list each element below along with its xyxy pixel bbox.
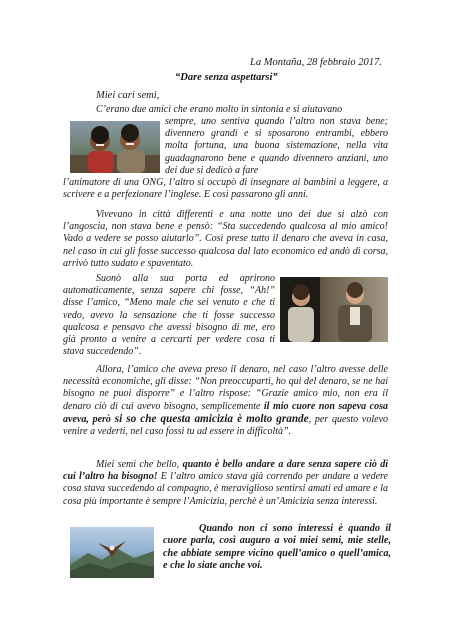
paragraph-2: Vivevano in città differenti e una notte uno dei due si alzò con l’angoscia, non stava bene e pensò: “Sta succedendo qualcosa al mio amico! Vado a vedere se posso aiutarlo”. Così prese tutto il denaro che aveva in casa, nel caso in cui gli fosse successo qualcosa dal lato economico ed andò di corsa, arrivò tutto sudato e spaventato.: [63, 209, 388, 269]
paragraph-4-bold: il mio cuore non sapeva cosa aveva, però: [63, 400, 388, 425]
paragraph-4: [63, 364, 388, 438]
paragraph-3: Suonò alla sua porta ed aprirono automaticamente, senza sapere chi fosse, “Ah!” disse l’amico, “Meno male che sei venuto e che ti vedo, avevo la sensazione che ti fosse successo qualcosa e pensavo che avessi bisogno di me, ero già pronto a venire a cercarti per vedere cosa ti stava succedendo”.: [63, 273, 275, 358]
paragraph-1-rest: l’animatore di una ONG, l’altro si occupò di insegnare ai bambini a leggere, a scrivere e a perfezionare l’inglese. E così passarono gli anni.: [63, 177, 388, 201]
greeting: Miei cari semi,: [96, 90, 160, 101]
paragraph-4-emphasis: si so che questa amicizia è molto grande: [114, 412, 309, 425]
paragraph-5: [63, 459, 388, 508]
photo-two-boys: [70, 121, 160, 173]
paragraph-1-first-line: C’erano due amici che erano molto in sintonia e si aiutavano: [96, 104, 343, 115]
paragraph-4-text-b: , per questo volevo venire a vederti, nel caso fossi tu ad essere in difficoltà”.: [63, 413, 389, 438]
letter-title: “Dare senza aspettarsi”: [175, 72, 278, 83]
paragraph-1-wrap: sempre, uno sentiva quando l’altro non stava bene; divennero grandi e si sposarono entrambi, ebbero molta fortuna, una buona sistemazione, nella vita guadagnarono bene e quando divennero anziani, uno dei due si dedicò a fare: [165, 116, 388, 176]
closing-paragraph: Quando non ci sono interessi è quando il cuore parla, così auguro a voi miei semi, mie stelle, che abbiate sempre vicino quell’amico o quell’amica, e che lo siate anche voi.: [163, 523, 391, 572]
paragraph-4-text-a: Allora, l’amico che aveva preso il denaro, nel caso l’altro avesse delle necessità economiche, gli disse: “Non preoccuparti, ho qui del denaro, se ne hai bisogno ne puoi disporre” e l’altro rispose: “Grazie amico mio, non era il denaro ciò di cui avevo bisogno, semplicemente: [63, 364, 388, 412]
photo-two-men: [280, 277, 388, 342]
paragraph-5-text-b: E l’altro amico stava già correndo per andare a vedere cosa stava succedendo al compagno, è meraviglioso sentirsi amati ed amare e la cosa più importante è sempre l’Amicizia, perchè è un’Amicizia senza interessi.: [63, 471, 388, 507]
paragraph-5-bold: quanto è bello andare a dare senza sapere ciò di cui l’altro ha bisogno!: [63, 459, 389, 483]
paragraph-5-text-a: Miei semi che bello,: [96, 459, 180, 470]
date-line: La Montaña, 28 febbraio 2017.: [250, 57, 382, 68]
photo-eagle-landscape: [70, 527, 154, 578]
